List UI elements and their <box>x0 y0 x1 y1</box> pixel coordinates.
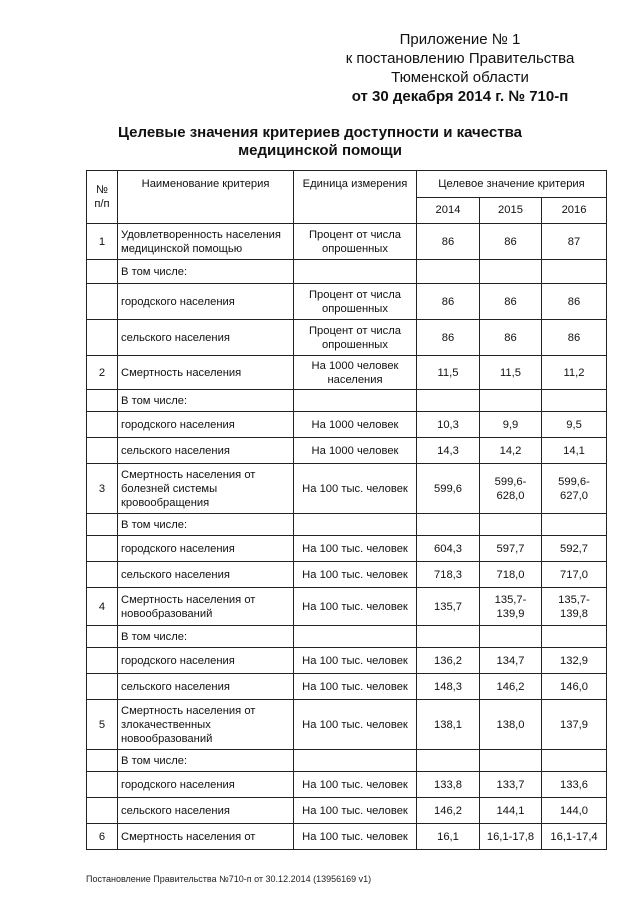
criterion-name: городского населения <box>118 412 294 438</box>
value-2016: 135,7-139,8 <box>542 588 607 626</box>
row-number <box>87 674 118 700</box>
col-header-name: Наименование критерия <box>118 171 294 224</box>
row-number: 5 <box>87 700 118 750</box>
value-2014: 86 <box>417 224 480 260</box>
criterion-name: сельского населения <box>118 320 294 356</box>
table-row <box>87 514 607 536</box>
row-number <box>87 438 118 464</box>
value-2014: 11,5 <box>417 356 480 390</box>
col-header-target: Целевое значение критерия <box>417 171 607 198</box>
value-2016: 137,9 <box>542 700 607 750</box>
unit-of-measure <box>294 390 417 412</box>
value-2014: 148,3 <box>417 674 480 700</box>
value-2016 <box>542 514 607 536</box>
table-row <box>87 390 607 412</box>
resolution-reference: к постановлению Правительства <box>345 50 575 67</box>
document-header <box>340 30 580 106</box>
value-2016: 14,1 <box>542 438 607 464</box>
value-2014 <box>417 260 480 284</box>
table-row <box>87 464 607 514</box>
resolution-date-number: от 30 декабря 2014 г. № 710-п <box>351 88 569 105</box>
unit-of-measure: На 100 тыс. человек <box>294 772 417 798</box>
unit-of-measure: На 100 тыс. человек <box>294 648 417 674</box>
criterion-name: В том числе: <box>118 750 294 772</box>
criterion-name: сельского населения <box>118 438 294 464</box>
value-2015: 134,7 <box>480 648 542 674</box>
unit-of-measure <box>294 514 417 536</box>
col-header-year: 2015 <box>480 197 542 224</box>
table-row <box>87 588 607 626</box>
value-2015: 14,2 <box>480 438 542 464</box>
criterion-name: Смертность населения от новообразований <box>118 588 294 626</box>
value-2014 <box>417 750 480 772</box>
criterion-name: В том числе: <box>118 514 294 536</box>
row-number <box>87 562 118 588</box>
row-number <box>87 798 118 824</box>
value-2015 <box>480 626 542 648</box>
row-number: 6 <box>87 824 118 850</box>
value-2016: 16,1-17,4 <box>542 824 607 850</box>
criterion-name: городского населения <box>118 284 294 320</box>
unit-of-measure: На 100 тыс. человек <box>294 674 417 700</box>
row-number <box>87 514 118 536</box>
value-2014: 604,3 <box>417 536 480 562</box>
value-2014 <box>417 626 480 648</box>
criterion-name: В том числе: <box>118 260 294 284</box>
row-number <box>87 320 118 356</box>
criterion-name: сельского населения <box>118 798 294 824</box>
table-header-row <box>87 171 607 198</box>
table-body <box>87 224 607 850</box>
row-number: 1 <box>87 224 118 260</box>
region-name: Тюменской области <box>391 69 529 86</box>
title-line-1: Целевые значения критериев доступности и качества <box>118 124 522 141</box>
unit-of-measure: Процент от числа опрошенных <box>294 284 417 320</box>
unit-of-measure: На 1000 человек населения <box>294 356 417 390</box>
value-2014: 138,1 <box>417 700 480 750</box>
value-2015 <box>480 260 542 284</box>
value-2015 <box>480 750 542 772</box>
criterion-name: городского населения <box>118 536 294 562</box>
title-line-2: медицинской помощи <box>238 142 402 159</box>
value-2015: 144,1 <box>480 798 542 824</box>
value-2016: 144,0 <box>542 798 607 824</box>
table-row <box>87 562 607 588</box>
value-2016 <box>542 626 607 648</box>
table-row <box>87 412 607 438</box>
value-2015 <box>480 390 542 412</box>
unit-of-measure: На 100 тыс. человек <box>294 588 417 626</box>
criterion-name: сельского населения <box>118 562 294 588</box>
value-2014: 86 <box>417 320 480 356</box>
table-row <box>87 674 607 700</box>
value-2016 <box>542 750 607 772</box>
criterion-name: Смертность населения от злокачественных новообразований <box>118 700 294 750</box>
value-2014: 599,6 <box>417 464 480 514</box>
appendix-label: Приложение № 1 <box>399 31 521 48</box>
criterion-name: Удовлетворенность населения медицинской помощью <box>118 224 294 260</box>
col-header-num: № п/п <box>87 171 118 224</box>
value-2016: 146,0 <box>542 674 607 700</box>
value-2016: 599,6-627,0 <box>542 464 607 514</box>
table-row <box>87 320 607 356</box>
unit-of-measure: Процент от числа опрошенных <box>294 320 417 356</box>
table-row <box>87 798 607 824</box>
value-2015: 86 <box>480 284 542 320</box>
row-number <box>87 750 118 772</box>
table-row <box>87 260 607 284</box>
row-number <box>87 626 118 648</box>
value-2015: 86 <box>480 320 542 356</box>
table-row <box>87 284 607 320</box>
row-number: 3 <box>87 464 118 514</box>
value-2015: 138,0 <box>480 700 542 750</box>
row-number: 2 <box>87 356 118 390</box>
value-2015: 133,7 <box>480 772 542 798</box>
table-row <box>87 438 607 464</box>
criteria-table <box>86 170 607 850</box>
row-number <box>87 536 118 562</box>
value-2014 <box>417 390 480 412</box>
table-row <box>87 626 607 648</box>
value-2015: 718,0 <box>480 562 542 588</box>
value-2016: 11,2 <box>542 356 607 390</box>
value-2015: 9,9 <box>480 412 542 438</box>
unit-of-measure: На 100 тыс. человек <box>294 464 417 514</box>
value-2016: 717,0 <box>542 562 607 588</box>
unit-of-measure <box>294 626 417 648</box>
table-row <box>87 536 607 562</box>
unit-of-measure: На 100 тыс. человек <box>294 536 417 562</box>
criterion-name: сельского населения <box>118 674 294 700</box>
value-2014: 136,2 <box>417 648 480 674</box>
table-row <box>87 824 607 850</box>
value-2015: 146,2 <box>480 674 542 700</box>
value-2014: 16,1 <box>417 824 480 850</box>
value-2014: 135,7 <box>417 588 480 626</box>
value-2016: 133,6 <box>542 772 607 798</box>
criterion-name: городского населения <box>118 648 294 674</box>
value-2016: 592,7 <box>542 536 607 562</box>
row-number <box>87 648 118 674</box>
value-2016: 87 <box>542 224 607 260</box>
value-2016: 86 <box>542 320 607 356</box>
value-2014: 86 <box>417 284 480 320</box>
value-2016: 132,9 <box>542 648 607 674</box>
value-2014: 146,2 <box>417 798 480 824</box>
value-2014: 718,3 <box>417 562 480 588</box>
value-2015 <box>480 514 542 536</box>
row-number: 4 <box>87 588 118 626</box>
unit-of-measure: На 100 тыс. человек <box>294 700 417 750</box>
criterion-name: Смертность населения от <box>118 824 294 850</box>
row-number <box>87 390 118 412</box>
table-row <box>87 700 607 750</box>
unit-of-measure: На 100 тыс. человек <box>294 798 417 824</box>
table-row <box>87 750 607 772</box>
row-number <box>87 284 118 320</box>
table-row <box>87 224 607 260</box>
value-2014: 14,3 <box>417 438 480 464</box>
value-2016: 86 <box>542 284 607 320</box>
value-2016 <box>542 390 607 412</box>
unit-of-measure: На 1000 человек <box>294 412 417 438</box>
col-header-year: 2016 <box>542 197 607 224</box>
unit-of-measure <box>294 750 417 772</box>
row-number <box>87 772 118 798</box>
col-header-unit: Единица измерения <box>294 171 417 224</box>
table-row <box>87 648 607 674</box>
value-2015: 597,7 <box>480 536 542 562</box>
criterion-name: Смертность населения от болезней системы кровообращения <box>118 464 294 514</box>
value-2015: 135,7-139,9 <box>480 588 542 626</box>
criterion-name: В том числе: <box>118 626 294 648</box>
value-2014 <box>417 514 480 536</box>
unit-of-measure <box>294 260 417 284</box>
value-2015: 16,1-17,8 <box>480 824 542 850</box>
value-2016 <box>542 260 607 284</box>
value-2014: 133,8 <box>417 772 480 798</box>
value-2015: 599,6-628,0 <box>480 464 542 514</box>
value-2014: 10,3 <box>417 412 480 438</box>
row-number <box>87 412 118 438</box>
criterion-name: Смертность населения <box>118 356 294 390</box>
criterion-name: В том числе: <box>118 390 294 412</box>
criterion-name: городского населения <box>118 772 294 798</box>
unit-of-measure: На 1000 человек <box>294 438 417 464</box>
unit-of-measure: На 100 тыс. человек <box>294 562 417 588</box>
table-row <box>87 356 607 390</box>
col-header-year: 2014 <box>417 197 480 224</box>
value-2015: 11,5 <box>480 356 542 390</box>
row-number <box>87 260 118 284</box>
value-2015: 86 <box>480 224 542 260</box>
unit-of-measure: На 100 тыс. человек <box>294 824 417 850</box>
unit-of-measure: Процент от числа опрошенных <box>294 224 417 260</box>
document-title <box>0 124 640 160</box>
value-2016: 9,5 <box>542 412 607 438</box>
table-row <box>87 772 607 798</box>
footer-note: Постановление Правительства №710-п от 30.12.2014 (13956169 v1) <box>86 874 372 884</box>
